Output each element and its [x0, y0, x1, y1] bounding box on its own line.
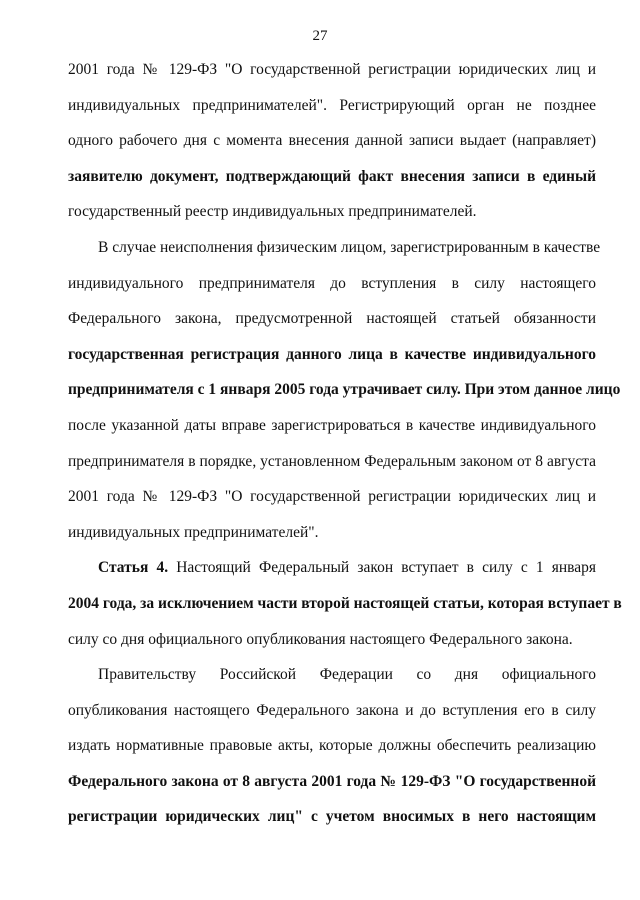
text-line: после указанной даты вправе зарегистрироваться в качестве индивидуального	[68, 416, 596, 434]
article-text: Настоящий Федеральный закон вступает в силу с 1 января	[176, 559, 597, 577]
text-line: индивидуальных предпринимателей".	[68, 523, 319, 541]
text-line: издать нормативные правовые акты, которые должны обеспечить реализацию	[68, 737, 596, 755]
paragraph-4	[68, 657, 596, 835]
text-line: одного рабочего дня с момента внесения данной записи выдает (направляет)	[68, 132, 596, 150]
text-line: Федерального закона от 8 августа 2001 года № 129-ФЗ "О государственной	[68, 772, 596, 790]
text-line: регистрации юридических лиц" с учетом вносимых в него настоящим	[68, 808, 596, 826]
text-line: заявителю документ, подтверждающий факт внесения записи в единый	[68, 167, 596, 185]
text-line: индивидуального предпринимателя до вступления в силу настоящего	[68, 274, 596, 292]
text-line: Федерального закона, предусмотренной настоящей статьей обязанности	[68, 310, 596, 328]
document-body	[68, 52, 622, 835]
text-line: 2001 года № 129-ФЗ "О государственной регистрации юридических лиц и	[68, 61, 596, 78]
text-line: силу со дня официального опубликования настоящего Федерального закона.	[68, 630, 573, 648]
text-line: государственный реестр индивидуальных предпринимателей.	[68, 203, 477, 221]
page-number: 27	[312, 28, 328, 44]
paragraph-3	[68, 550, 622, 657]
text-line: 2004 года, за исключением части второй настоящей статьи, которая вступает в	[68, 594, 622, 612]
text-line: Правительству Российской Федерации со дня официального	[98, 666, 596, 684]
text-line: государственная регистрация данного лица в качестве индивидуального	[68, 345, 596, 363]
paragraph-1	[68, 52, 596, 230]
text-line: предпринимателя с 1 января 2005 года утрачивает силу. При этом данное лицо	[68, 381, 621, 399]
text-line: 2001 года № 129-ФЗ "О государственной регистрации юридических лиц и	[68, 488, 596, 506]
text-line: В случае неисполнения физическим лицом, зарегистрированным в качестве	[98, 238, 601, 256]
text-line: индивидуальных предпринимателей". Регистрирующий орган не позднее	[68, 96, 596, 114]
paragraph-2	[68, 230, 621, 550]
text-line: опубликования настоящего Федерального закона и до вступления его в силу	[68, 701, 596, 719]
text-line	[68, 550, 596, 586]
article-heading: Статья 4.	[98, 559, 169, 577]
text-line: предпринимателя в порядке, установленном Федеральным законом от 8 августа	[68, 452, 596, 470]
